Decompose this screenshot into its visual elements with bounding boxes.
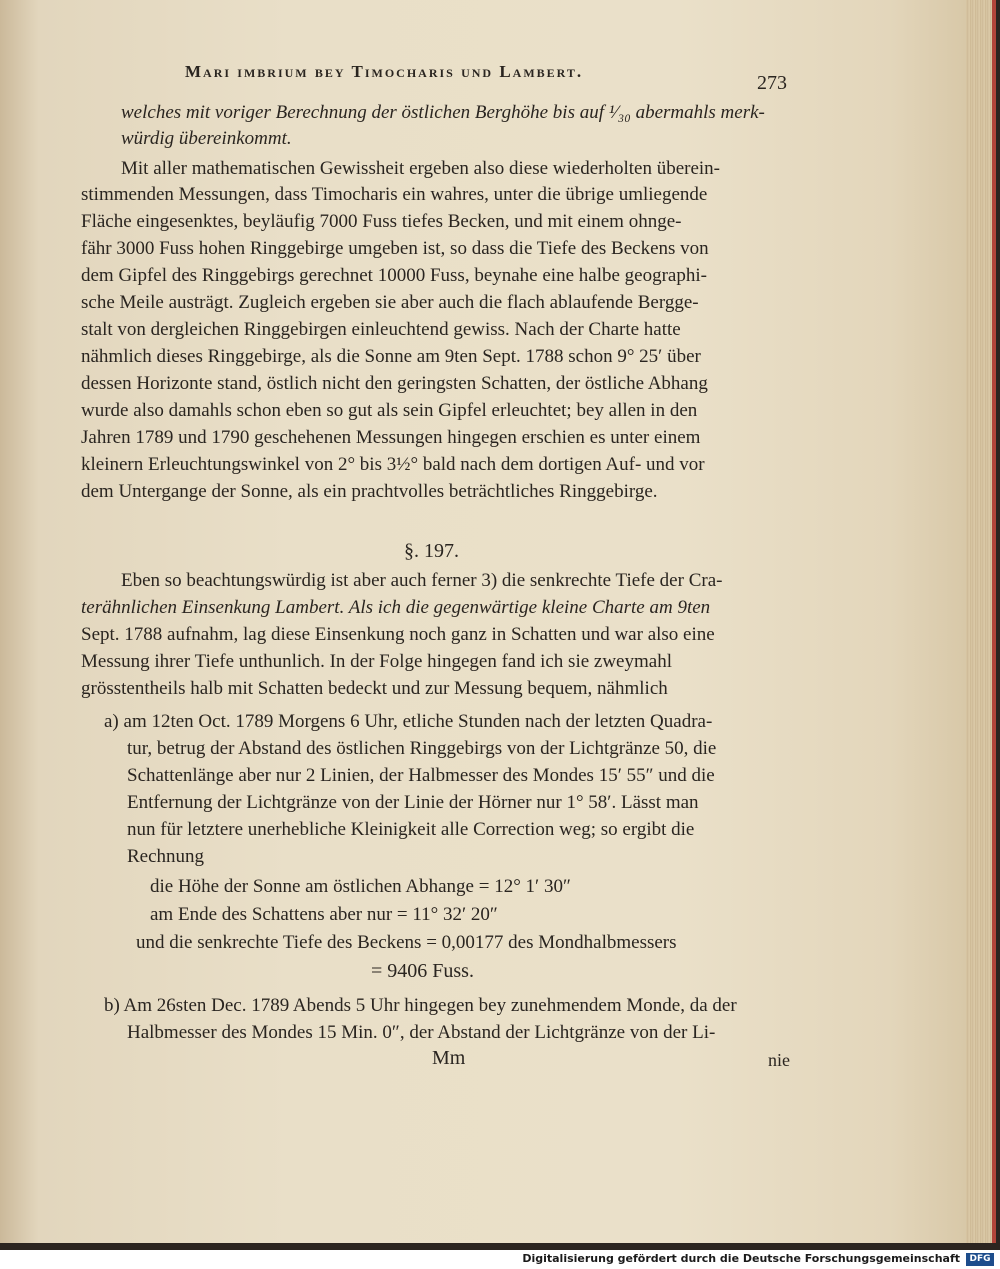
text-line: Eben so beachtungswürdig ist aber auch ferner 3) die senkrechte Tiefe der Cra- bbox=[121, 570, 723, 591]
text-line: stimmenden Messungen, dass Timocharis ein wahres, unter die übrige umliegende bbox=[81, 184, 708, 205]
text-line: dem Untergange der Sonne, als ein prachtvolles beträchtliches Ringgebirge. bbox=[81, 481, 658, 502]
text-line: Schattenlänge aber nur 2 Linien, der Halbmesser des Mondes 15′ 55″ und die bbox=[127, 765, 715, 786]
text-line: nun für letztere unerhebliche Kleinigkeit alle Correction weg; so ergibt die bbox=[127, 819, 695, 840]
text-line: dem Gipfel des Ringgebirgs gerechnet 10000 Fuss, beynahe eine halbe geographi- bbox=[81, 265, 707, 286]
text-line: fähr 3000 Fuss hohen Ringgebirge umgeben ist, so dass die Tiefe des Beckens von bbox=[81, 238, 709, 259]
catchword: nie bbox=[768, 1050, 790, 1070]
text-line: stalt von dergleichen Ringgebirgen einleuchtend gewiss. Nach der Charte hatte bbox=[81, 319, 681, 340]
text-line: tur, betrug der Abstand des östlichen Ringgebirgs von der Lichtgränze 50, die bbox=[127, 738, 717, 759]
text-line: Jahren 1789 und 1790 geschehenen Messungen hingegen erschien es unter einem bbox=[81, 427, 701, 448]
text-line: Messung ihrer Tiefe unthunlich. In der Folge hingegen fand ich sie zweymahl bbox=[81, 651, 672, 672]
signature-mark: Mm bbox=[432, 1047, 466, 1069]
text-line: nähmlich dieses Ringgebirge, als die Sonne am 9ten Sept. 1788 schon 9° 25′ über bbox=[81, 346, 701, 367]
text-line: sche Meile austrägt. Zugleich ergeben sie aber auch die flach ablaufende Bergge- bbox=[81, 292, 699, 313]
text-line: Halbmesser des Mondes 15 Min. 0″, der Abstand der Lichtgränze von der Li- bbox=[127, 1022, 716, 1043]
text-line: terähnlichen Einsenkung Lambert. Als ich die gegenwärtige kleine Charte am 9ten bbox=[81, 597, 711, 618]
footer-bar bbox=[0, 1250, 1000, 1269]
text-line: grösstentheils halb mit Schatten bedeckt und zur Messung bequem, nähmlich bbox=[81, 678, 668, 699]
text-line: und die senkrechte Tiefe des Beckens = 0,00177 des Mondhalbmessers bbox=[136, 932, 677, 953]
text-line: kleinern Erleuchtungswinkel von 2° bis 3½° bald nach dem dortigen Auf- und vor bbox=[81, 454, 705, 475]
text-line: = 9406 Fuss. bbox=[371, 960, 474, 982]
text-line: b) Am 26sten Dec. 1789 Abends 5 Uhr hingegen bey zunehmendem Monde, da der bbox=[104, 995, 737, 1016]
text-line: Rechnung bbox=[127, 846, 205, 867]
text-line: die Höhe der Sonne am östlichen Abhange = 12° 1′ 30″ bbox=[150, 876, 571, 897]
text-line: a) am 12ten Oct. 1789 Morgens 6 Uhr, etliche Stunden nach der letzten Quadra- bbox=[104, 711, 713, 732]
text-line: dessen Horizonte stand, östlich nicht den geringsten Schatten, der östliche Abhang bbox=[81, 373, 708, 394]
text-line: am Ende des Schattens aber nur = 11° 32′ 20″ bbox=[150, 904, 498, 925]
text-line: würdig übereinkommt. bbox=[121, 128, 292, 149]
text-line: Entfernung der Lichtgränze von der Linie der Hörner nur 1° 58′. Lässt man bbox=[127, 792, 699, 813]
book-red-edge bbox=[992, 0, 996, 1243]
page-stack-edge bbox=[966, 0, 992, 1243]
running-head: Mari imbrium bey Timocharis und Lambert. bbox=[185, 62, 584, 81]
dfg-logo: DFG bbox=[966, 1253, 994, 1266]
page-number: 273 bbox=[757, 72, 787, 94]
footer-credit: Digitalisierung gefördert durch die Deutsche Forschungsgemeinschaft bbox=[522, 1252, 960, 1265]
text-line: Sept. 1788 aufnahm, lag diese Einsenkung noch ganz in Schatten und war also eine bbox=[81, 624, 715, 645]
section-heading: §. 197. bbox=[404, 540, 459, 562]
text-line: wurde also damahls schon eben so gut als sein Gipfel erleuchtet; bey allen in den bbox=[81, 400, 698, 421]
text-line: Fläche eingesenktes, beyläufig 7000 Fuss tiefes Becken, und mit einem ohnge- bbox=[81, 211, 682, 232]
text-line: Mit aller mathematischen Gewissheit ergeben also diese wiederholten überein- bbox=[121, 158, 721, 179]
text-line: welches mit voriger Berechnung der östlichen Berghöhe bis auf ¹⁄₃₀ abermahls merk- bbox=[121, 102, 765, 123]
